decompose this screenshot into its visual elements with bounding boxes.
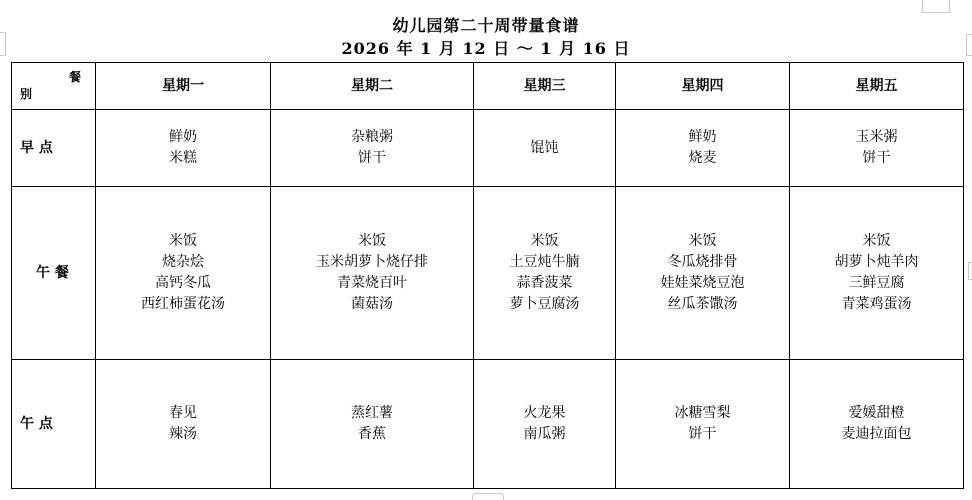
menu-item: 蒸红薯: [351, 405, 393, 421]
snack-row: [12, 360, 964, 489]
menu-item: 饼干: [688, 426, 717, 442]
menu-item: 爱媛甜橙: [848, 405, 905, 421]
snack-cell-mon: [96, 360, 271, 489]
menu-item: 饼干: [358, 150, 386, 166]
menu-item: 丝瓜茶馓汤: [667, 296, 738, 312]
menu-item: 杂粮粥: [351, 129, 393, 145]
corner-label-meal: 餐: [68, 70, 81, 84]
lunch-cell-fri: [790, 187, 964, 360]
page-margin-marker-top: [922, 0, 950, 13]
menu-item: 冰糖雪梨: [674, 405, 731, 421]
day-header-fri: 星期五: [790, 63, 964, 110]
snack-cell-wed: [474, 360, 616, 489]
menu-item: 胡萝卜炖羊肉: [834, 254, 919, 270]
meal-label-snack: 午 点: [12, 360, 96, 489]
lunch-cell-thu: [616, 187, 790, 360]
menu-item: 辣汤: [169, 426, 197, 442]
menu-item: 火龙果: [523, 405, 566, 421]
menu-item: 米饭: [530, 233, 559, 249]
menu-item: 西红柿蛋花汤: [141, 296, 225, 312]
menu-item: 娃娃菜烧豆泡: [660, 275, 745, 291]
document-title: 幼儿园第二十周带量食谱: [392, 16, 580, 35]
menu-item: 蒜香菠菜: [516, 275, 573, 291]
corner-cell: [12, 63, 96, 110]
menu-item: 香蕉: [358, 426, 386, 442]
menu-item: 米饭: [862, 233, 891, 249]
menu-item: 鲜奶: [169, 129, 197, 145]
lunch-cell-wed: [474, 187, 616, 360]
date-range: 2026 年 1 月 12 日 ～ 1 月 16 日: [341, 39, 631, 58]
menu-item: 高钙冬瓜: [155, 275, 211, 291]
day-header-wed: 星期三: [474, 63, 616, 110]
snack-cell-thu: [616, 360, 790, 489]
menu-item: 玉米胡萝卜烧仔排: [316, 254, 428, 270]
meal-label-breakfast: 早 点: [12, 110, 96, 187]
menu-item: 烧麦: [688, 150, 717, 166]
lunch-cell-mon: [96, 187, 271, 360]
menu-item: 馄饨: [530, 139, 559, 156]
menu-item: 米饭: [358, 233, 386, 249]
breakfast-cell-wed: [474, 110, 616, 187]
menu-item: 冬瓜烧排骨: [667, 254, 738, 270]
menu-item: 南瓜粥: [523, 426, 566, 442]
day-header-tue: 星期二: [271, 63, 474, 110]
menu-item: 麦迪拉面包: [841, 426, 912, 442]
corner-label-type: 别: [20, 87, 33, 101]
menu-item: 菌菇汤: [351, 296, 393, 312]
lunch-row: [12, 187, 964, 360]
breakfast-cell-tue: [271, 110, 474, 187]
day-header-mon: 星期一: [96, 63, 271, 110]
menu-item: 玉米粥: [855, 129, 898, 145]
breakfast-row: [12, 110, 964, 187]
menu-table: [11, 62, 964, 489]
menu-item: 春见: [169, 405, 197, 421]
snack-cell-fri: [790, 360, 964, 489]
snack-cell-tue: [271, 360, 474, 489]
lunch-cell-tue: [271, 187, 474, 360]
page-margin-marker-right-lower: [968, 262, 972, 280]
meal-label-lunch: 午 餐: [12, 187, 96, 360]
page-margin-marker-bottom: [472, 493, 504, 500]
menu-item: 米饭: [688, 233, 717, 249]
menu-item: 青菜鸡蛋汤: [841, 296, 912, 312]
menu-item: 鲜奶: [688, 129, 717, 145]
breakfast-cell-thu: [616, 110, 790, 187]
menu-item: 青菜烧百叶: [337, 275, 407, 291]
menu-item: 三鲜豆腐: [848, 275, 905, 291]
menu-item: 萝卜豆腐汤: [509, 296, 580, 312]
day-header-thu: 星期四: [616, 63, 790, 110]
menu-item: 米糕: [169, 150, 197, 166]
menu-item: 米饭: [169, 233, 197, 249]
menu-item: 土豆炖牛腩: [509, 254, 580, 270]
breakfast-cell-fri: [790, 110, 964, 187]
breakfast-cell-mon: [96, 110, 271, 187]
menu-item: 烧杂烩: [162, 254, 204, 270]
header-row: [12, 63, 964, 110]
menu-item: 饼干: [862, 150, 891, 166]
